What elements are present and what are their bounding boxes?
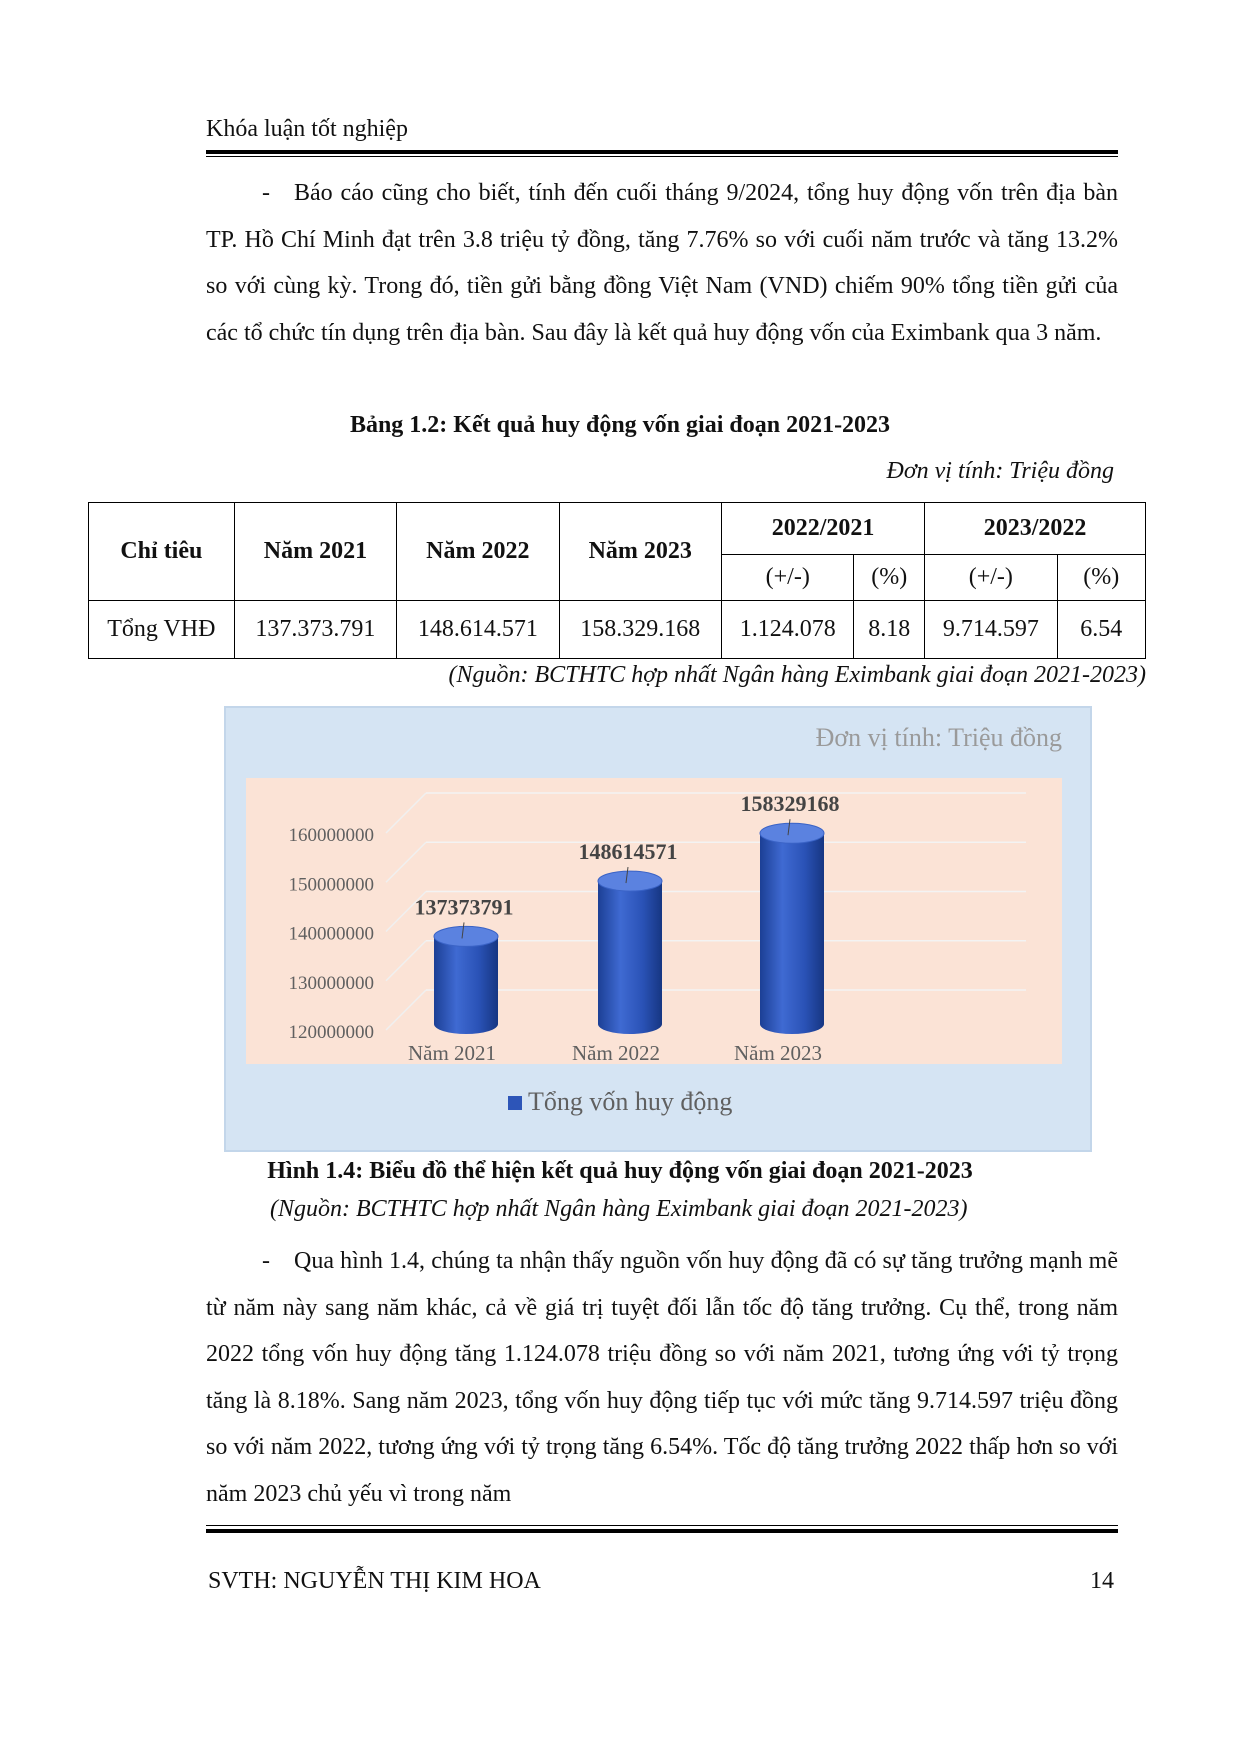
header-2022: Năm 2022 [397, 503, 559, 601]
y-tick-label: 150000000 [288, 874, 374, 896]
bar-3 [760, 833, 824, 1034]
data-label: 148614571 [578, 839, 678, 865]
cell-label: Tổng VHĐ [89, 601, 235, 659]
intro-paragraph [206, 170, 1118, 356]
analysis-paragraph [206, 1238, 1118, 1517]
bullet-dash: - [262, 1248, 270, 1274]
header-indicator: Chỉ tiêu [89, 503, 235, 601]
bar-2 [598, 881, 662, 1034]
funding-chart [226, 708, 1090, 1150]
footer-rule-thin [206, 1525, 1118, 1526]
legend-swatch [508, 1096, 522, 1110]
header-2023: Năm 2023 [559, 503, 721, 601]
figure-source: (Nguồn: BCTHTC hợp nhất Ngân hàng Eximbank giai đoạn 2021-2023) [270, 1196, 968, 1222]
bar-top-1 [434, 926, 498, 946]
bar-top-2 [598, 871, 662, 891]
header-rule-thin [206, 156, 1118, 157]
chart-title: Đơn vị tính: Triệu đồng [815, 723, 1062, 752]
y-tick-label: 130000000 [288, 972, 374, 994]
header-pct-1: (%) [854, 555, 925, 601]
cell-2023: 158.329.168 [559, 601, 721, 659]
bar-top-3 [760, 823, 824, 843]
x-tick-label: Năm 2022 [571, 1041, 661, 1065]
cell-cmp1-abs: 1.124.078 [721, 601, 854, 659]
x-tick-label: Năm 2023 [733, 1041, 823, 1065]
funding-table [88, 502, 1146, 659]
figure-caption: Hình 1.4: Biểu đồ thể hiện kết quả huy động vốn giai đoạn 2021-2023 [267, 1158, 973, 1184]
legend-label: Tổng vốn huy động [528, 1087, 733, 1116]
header-2021: Năm 2021 [234, 503, 396, 601]
header-title: Khóa luận tốt nghiệp [206, 116, 408, 142]
x-tick-label: Năm 2021 [407, 1041, 497, 1065]
table-unit: Đơn vị tính: Triệu đồng [886, 458, 1114, 484]
analysis-text: Qua hình 1.4, chúng ta nhận thấy nguồn vốn huy động đã có sự tăng trưởng mạnh mẽ từ năm này sang năm khác, cả về giá trị tuyệt đối lẫn tốc độ tăng trưởng. Cụ thể, trong năm 2022 tổng vốn huy động tăng 1.124.078 triệu đồng so với năm 2021, tương ứng với tỷ trọng tăng là 8.18%. Sang năm 2023, tổng vốn huy động tiếp tục với mức tăng 9.714.597 triệu đồng so với năm 2022, tương ứng với tỷ trọng tăng 6.54%. Tốc độ tăng trưởng 2022 thấp hơn so với năm 2023 chủ yếu vì trong năm [206, 1248, 1118, 1507]
header-cmp-2023-2022: 2023/2022 [925, 503, 1146, 555]
cell-cmp2-pct: 6.54 [1057, 601, 1145, 659]
page-number: 14 [1090, 1568, 1114, 1594]
table-source: (Nguồn: BCTHTC hợp nhất Ngân hàng Eximbank giai đoạn 2021-2023) [448, 662, 1146, 688]
header-abs-1: (+/-) [721, 555, 854, 601]
header-cmp-2022-2021: 2022/2021 [721, 503, 924, 555]
data-label: 137373791 [414, 894, 514, 920]
y-tick-label: 160000000 [288, 825, 374, 846]
bar-1 [434, 936, 498, 1034]
y-tick-label: 140000000 [288, 923, 374, 945]
cell-cmp1-pct: 8.18 [854, 601, 925, 659]
footer-rule [206, 1529, 1118, 1533]
y-tick-label: 120000000 [288, 1022, 374, 1043]
table-caption: Bảng 1.2: Kết quả huy động vốn giai đoạn 2021-2023 [349, 412, 891, 438]
chart-container [224, 706, 1092, 1152]
table-row [89, 601, 1146, 659]
bullet-dash: - [262, 180, 270, 206]
intro-text: Báo cáo cũng cho biết, tính đến cuối tháng 9/2024, tổng huy động vốn trên địa bàn TP. Hồ Chí Minh đạt trên 3.8 triệu tỷ đồng, tăng 7.76% so với cuối năm trước và tăng 13.2% so với cùng kỳ. Trong đó, tiền gửi bằng đồng Việt Nam (VND) chiếm 90% tổng tiền gửi của các tổ chức tín dụng trên địa bàn. Sau đây là kết quả huy động vốn của Eximbank qua 3 năm. [206, 180, 1118, 346]
footer-author: SVTH: NGUYỄN THỊ KIM HOA [208, 1568, 541, 1594]
cell-cmp2-abs: 9.714.597 [925, 601, 1058, 659]
cell-2022: 148.614.571 [397, 601, 559, 659]
header-rule [206, 150, 1118, 154]
data-label: 158329168 [740, 791, 840, 817]
header-abs-2: (+/-) [925, 555, 1058, 601]
cell-2021: 137.373.791 [234, 601, 396, 659]
header-pct-2: (%) [1057, 555, 1145, 601]
